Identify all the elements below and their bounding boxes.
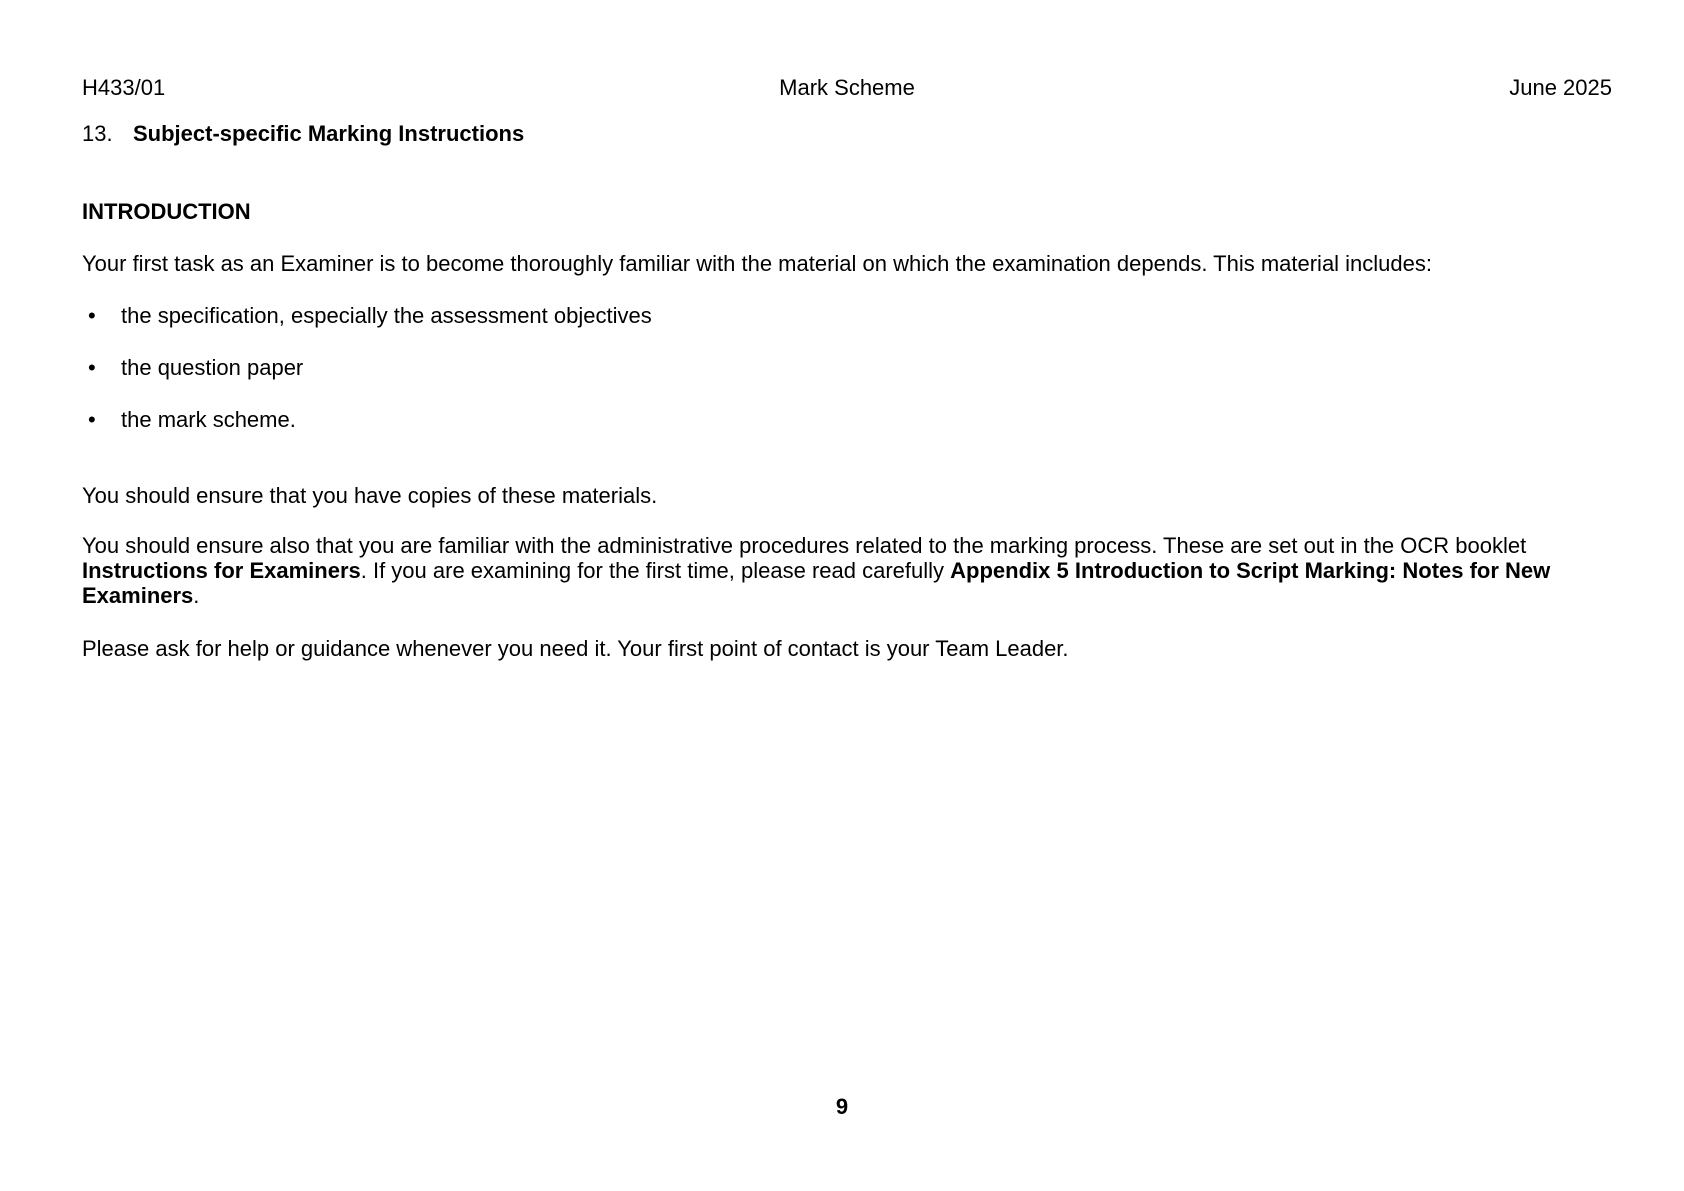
section-title: Subject-specific Marking Instructions bbox=[133, 121, 525, 146]
introduction-heading: INTRODUCTION bbox=[82, 199, 251, 224]
booklet-title-instructions-for-examiners: Instructions for Examiners bbox=[82, 558, 361, 583]
page-footer bbox=[0, 1094, 1684, 1119]
bullet-icon: • bbox=[88, 303, 96, 328]
bullet-icon: • bbox=[88, 407, 96, 432]
paragraph-copies: You should ensure that you have copies of these materials. bbox=[82, 483, 658, 508]
section-number: 13. bbox=[82, 121, 113, 146]
bullet-text-specification: the specification, especially the assessment objectives bbox=[121, 303, 652, 328]
bullet-icon: • bbox=[88, 355, 96, 380]
appendix-title: Appendix 5 Introduction to Script Marking: Notes for New Examiners bbox=[82, 558, 1551, 608]
page-header bbox=[82, 75, 1612, 100]
header-session-date: June 2025 bbox=[1509, 75, 1612, 100]
paragraph-help-guidance: Please ask for help or guidance whenever you need it. Your first point of contact is your Team Leader. bbox=[82, 636, 1069, 661]
section-heading bbox=[82, 121, 1612, 146]
bullet-text-question-paper: the question paper bbox=[121, 355, 304, 380]
paragraph-admin-part2: . If you are examining for the first time, please read carefully bbox=[360, 558, 951, 583]
paragraph-material-intro: Your first task as an Examiner is to become thoroughly familiar with the material on which the examination depends. This material includes: bbox=[82, 251, 1433, 276]
list-item bbox=[82, 303, 1612, 328]
paragraph-admin-procedures bbox=[82, 533, 1612, 608]
bullet-text-mark-scheme: the mark scheme. bbox=[121, 407, 296, 432]
paragraph-admin-part3: . bbox=[193, 583, 200, 608]
page-number: 9 bbox=[835, 1094, 849, 1119]
list-item bbox=[82, 355, 1612, 380]
list-item bbox=[82, 407, 1612, 432]
materials-bullet-list bbox=[82, 303, 1612, 432]
header-document-title: Mark Scheme bbox=[779, 75, 915, 100]
paragraph-admin-part1: You should ensure also that you are familiar with the administrative procedures related to the marking process. These are set out in the OCR booklet bbox=[82, 533, 1527, 558]
header-paper-code: H433/01 bbox=[82, 75, 166, 100]
